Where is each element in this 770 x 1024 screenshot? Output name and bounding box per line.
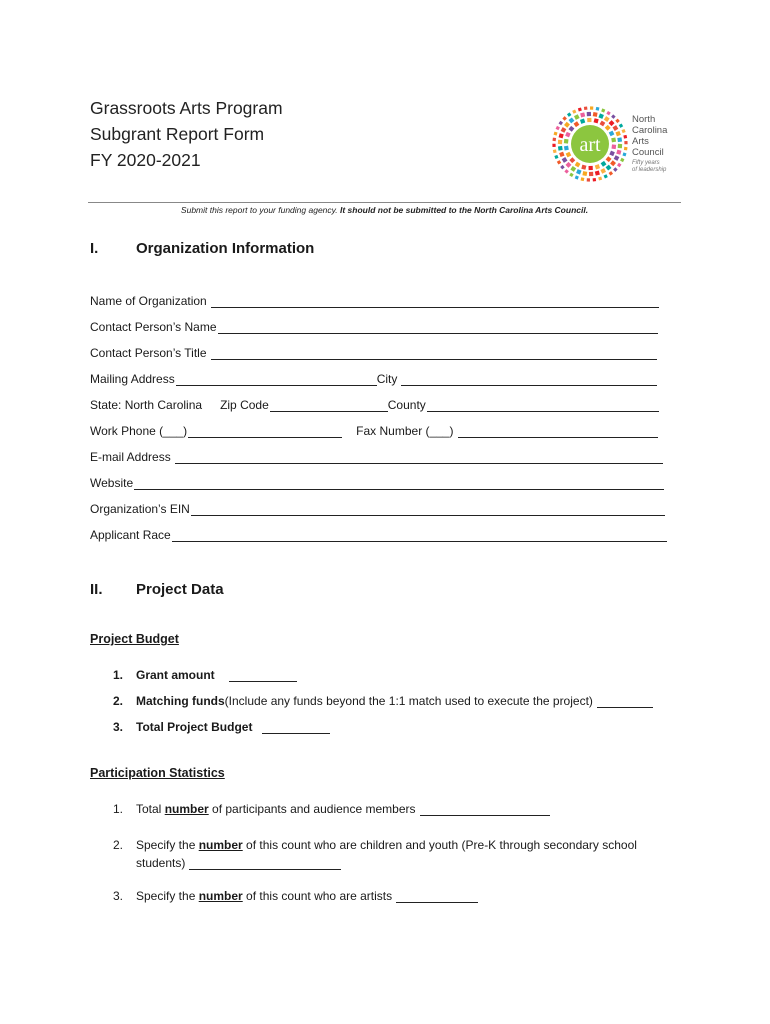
logo-tile (582, 171, 587, 176)
logo-tile (564, 122, 570, 128)
logo-tile (620, 158, 624, 162)
logo-tile (594, 118, 599, 123)
state-zip-county-field[interactable] (90, 396, 659, 412)
logo-tile (617, 163, 621, 167)
logo-word-2: Carolina (632, 125, 668, 136)
item-text: of this count who are children and youth (Pre-K through secondary school (242, 838, 637, 852)
logo-mark-text: art (579, 134, 601, 156)
race-blank[interactable] (172, 529, 667, 542)
logo-tile (561, 127, 567, 133)
logo-tile (601, 161, 607, 167)
logo-tile (581, 177, 585, 181)
field-label-fax: Fax Number (___) (356, 424, 454, 438)
logo-tile (558, 146, 563, 151)
budget-item-total[interactable] (113, 720, 330, 734)
logo-tile (575, 162, 581, 168)
logo-tile (557, 160, 561, 164)
field-label-state: State: North Carolina (90, 398, 203, 412)
item-emphasis: number (198, 838, 243, 852)
item-note: (Include any funds beyond the 1:1 match used to execute the project) (224, 694, 593, 708)
title-line-form: Subgrant Report Form (90, 124, 265, 144)
logo-tile (587, 178, 590, 181)
stat-children-youth[interactable] (113, 838, 637, 852)
logo-tile (623, 135, 627, 139)
logo-tile (606, 111, 610, 115)
field-label-city: City (376, 372, 398, 386)
arts-circle-icon (550, 104, 630, 184)
logo-tile (609, 151, 615, 157)
item-number: 2. (113, 838, 124, 852)
form-title (90, 95, 283, 173)
stat-total-participants[interactable] (113, 802, 550, 816)
applicant-race-field[interactable] (90, 526, 667, 542)
logo-tile (562, 157, 568, 163)
contact-name-field[interactable] (90, 318, 658, 334)
logo-tile (610, 160, 616, 166)
title-line-fy: FY 2020-2021 (90, 150, 201, 170)
logo-tile (578, 107, 582, 111)
logo-tile (611, 138, 616, 143)
logo-tile (611, 114, 616, 119)
fax-blank[interactable] (458, 425, 658, 438)
logo-tile (569, 157, 575, 163)
artists-blank[interactable] (396, 890, 478, 903)
phone-blank[interactable] (188, 425, 342, 438)
field-label: E-mail Address (90, 450, 171, 464)
mailing-address-field[interactable] (90, 370, 657, 386)
logo-tile (619, 123, 623, 127)
logo-tile (564, 169, 569, 174)
logo-tile (609, 120, 615, 126)
county-blank[interactable] (427, 399, 659, 412)
total-budget-blank[interactable] (262, 721, 330, 734)
logo-tile (618, 144, 622, 148)
logo-tile (587, 112, 591, 116)
logo-tile (595, 171, 600, 176)
logo-tile (598, 113, 603, 118)
logo-tile (612, 144, 617, 149)
logo-tile (560, 165, 565, 170)
logo-tag-1: Fifty years (632, 160, 660, 166)
item-number: 3. (113, 889, 124, 903)
logo-tile (556, 126, 560, 130)
website-field[interactable] (90, 474, 664, 490)
logo-tile (554, 155, 558, 159)
logo-tile (604, 116, 610, 122)
logo-tile (572, 109, 576, 113)
logo-tile (559, 121, 563, 125)
logo-tile (589, 166, 593, 170)
org-name-field[interactable] (90, 292, 659, 308)
logo-tile (570, 166, 576, 172)
stat-children-youth-cont[interactable] (136, 856, 341, 870)
logo-tile (604, 174, 608, 178)
logo-tile (569, 173, 573, 177)
budget-item-matching[interactable] (113, 694, 653, 708)
org-name-blank[interactable] (211, 295, 659, 308)
email-field[interactable] (90, 448, 663, 464)
item-emphasis: number (164, 802, 209, 816)
item-text: of participants and audience members (208, 802, 416, 816)
section-organization-heading (90, 240, 314, 257)
zip-blank[interactable] (270, 399, 388, 412)
logo-tile (554, 132, 558, 136)
logo-tile (581, 165, 586, 170)
section-project-heading (90, 581, 224, 598)
logo-tag-2: of leadership (632, 167, 667, 173)
logo-tile (569, 117, 575, 123)
logo-tile (600, 121, 606, 127)
participation-statistics-heading: Participation Statistics (90, 766, 225, 780)
ein-blank[interactable] (191, 503, 665, 516)
logo-tile (593, 178, 597, 182)
logo-tile (609, 131, 615, 137)
logo-tile (606, 165, 612, 171)
logo-tile (606, 156, 612, 162)
logo-tagline (632, 160, 666, 174)
logo-tile (587, 118, 591, 122)
logo-tile (622, 152, 626, 156)
logo-tile (624, 141, 627, 144)
logo-tile (552, 138, 556, 142)
notice-bold: It should not be submitted to the North Carolina Arts Council. (340, 205, 589, 215)
field-label: Contact Person’s Title (90, 346, 207, 360)
logo-tile (613, 125, 619, 131)
logo-tile (558, 140, 562, 144)
logo-tile (622, 129, 626, 133)
grant-amount-blank[interactable] (229, 669, 297, 682)
field-label: Name of Organization (90, 294, 207, 308)
logo-tile (589, 172, 593, 176)
website-blank[interactable] (134, 477, 664, 490)
logo-tile (565, 162, 571, 168)
logo-tile (595, 164, 600, 169)
logo-wordmark (632, 114, 667, 158)
logo-tile (574, 114, 580, 120)
item-emphasis: number (198, 889, 243, 903)
item-number: 1. (113, 668, 124, 682)
logo-tile (615, 131, 620, 136)
logo-tile (552, 144, 555, 147)
logo-tile (564, 139, 569, 144)
field-label-county: County (387, 398, 426, 412)
logo-tile (580, 112, 585, 117)
logo-tile (584, 106, 588, 110)
item-text: Total (136, 802, 165, 816)
logo-tile (601, 108, 605, 112)
logo-tile (598, 177, 602, 181)
logo-tile (605, 125, 611, 131)
email-blank[interactable] (175, 451, 663, 464)
item-label: Total Project Budget (136, 720, 253, 734)
nc-arts-council-logo (550, 104, 680, 184)
children-youth-blank[interactable] (189, 857, 341, 870)
contact-title-field[interactable] (90, 344, 657, 360)
section-number: II. (90, 581, 103, 598)
notice-italic: Submit this report to your funding agency. (180, 205, 340, 215)
header-divider (88, 202, 681, 203)
logo-tile (600, 168, 606, 174)
section-number: I. (90, 240, 99, 257)
project-budget-heading: Project Budget (90, 632, 179, 646)
logo-tile (576, 169, 581, 174)
item-number: 1. (113, 802, 124, 816)
logo-tile (559, 133, 564, 138)
field-label: Applicant Race (90, 528, 171, 542)
logo-word-3: Arts (632, 136, 649, 147)
ein-field[interactable] (90, 500, 665, 516)
section-title: Organization Information (136, 240, 315, 257)
item-label: Matching funds (136, 694, 225, 708)
logo-tile (614, 155, 620, 161)
submission-notice (88, 205, 681, 215)
item-text: students) (136, 856, 186, 870)
logo-tile (553, 149, 557, 153)
logo-tile (567, 112, 571, 116)
phone-fax-field[interactable] (90, 422, 658, 438)
title-line-program: Grassroots Arts Program (90, 98, 283, 118)
item-text: Specify the (136, 889, 199, 903)
logo-tile (616, 150, 621, 155)
item-number: 3. (113, 720, 124, 734)
item-text: Specify the (136, 838, 199, 852)
logo-tile (613, 167, 618, 172)
contact-title-blank[interactable] (211, 347, 657, 360)
field-label-phone: Work Phone (___) (90, 424, 188, 438)
field-label: Website (90, 476, 134, 490)
total-participants-blank[interactable] (420, 803, 550, 816)
logo-tile (609, 171, 613, 175)
item-label: Grant amount (136, 668, 215, 682)
matching-funds-blank[interactable] (597, 695, 653, 708)
logo-word-4: Council (632, 147, 664, 158)
logo-tile (580, 119, 585, 124)
logo-tile (575, 175, 579, 179)
field-label: Mailing Address (90, 372, 175, 386)
field-label: Contact Person’s Name (90, 320, 217, 334)
field-label-zip: Zip Code (220, 398, 269, 412)
budget-item-grant[interactable] (113, 668, 297, 682)
logo-tile (624, 147, 628, 151)
logo-tile (568, 126, 574, 132)
logo-tile (590, 106, 593, 109)
logo-tile (574, 121, 580, 127)
mailing-address-blank[interactable] (176, 373, 377, 386)
contact-name-blank[interactable] (218, 321, 658, 334)
city-blank[interactable] (401, 373, 657, 386)
logo-word-1: North (632, 114, 656, 125)
logo-tile (562, 116, 567, 121)
item-text: of this count who are artists (242, 889, 393, 903)
section-title: Project Data (136, 581, 224, 598)
logo-tile (617, 137, 622, 142)
logo-tile (596, 107, 600, 111)
logo-tile (564, 146, 569, 151)
logo-tile (566, 152, 572, 158)
stat-artists[interactable] (113, 889, 478, 903)
logo-tile (593, 112, 598, 117)
logo-tile (565, 132, 571, 138)
field-label: Organization’s EIN (90, 502, 190, 516)
logo-tile (559, 152, 564, 157)
logo-tile (615, 119, 620, 124)
item-number: 2. (113, 694, 124, 708)
